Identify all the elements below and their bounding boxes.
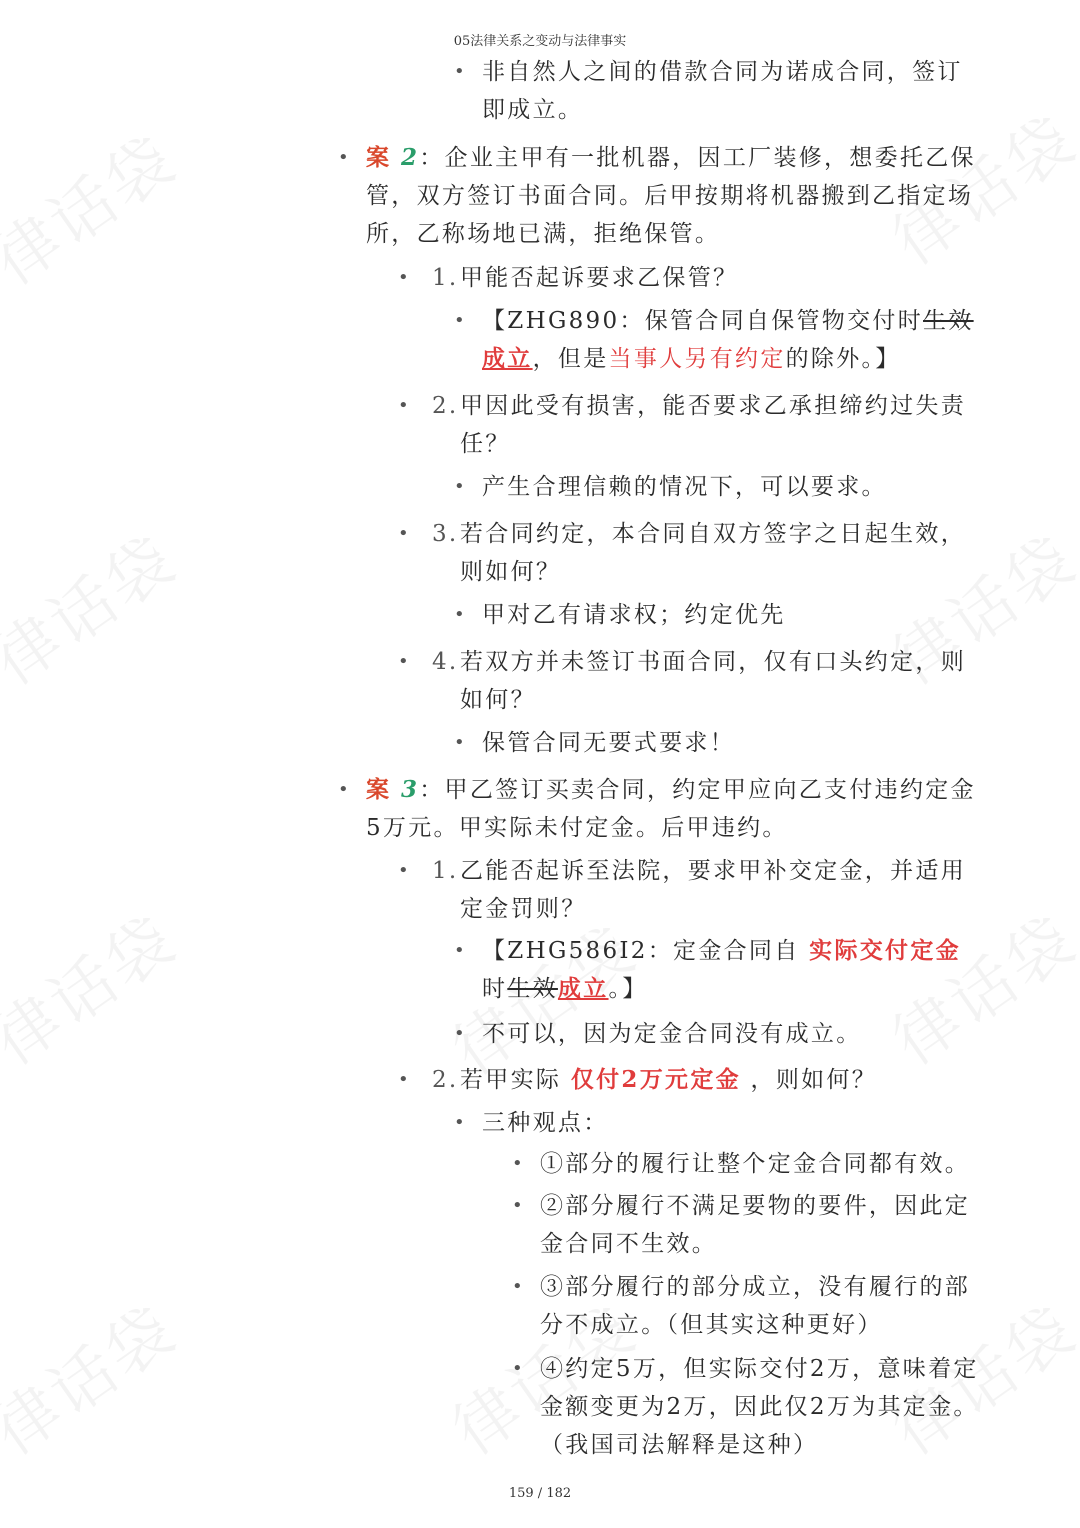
- case-label: 案: [366, 144, 392, 171]
- highlight-text: 实际交付定金: [809, 937, 961, 964]
- answer-item: [482, 1015, 977, 1053]
- watermark: [0, 510, 192, 702]
- answer-text: 产生合理信赖的情况下，可以要求。: [482, 474, 887, 500]
- question-text: 若双方并未签订书面合同，仅有口头约定，则如何？: [460, 649, 966, 713]
- question-number: • 3.: [432, 521, 459, 547]
- view-text: ④约定5万，但实际交付2万，意味着定金额变更为2万，因此仅2万为其定金。（我国司法解释是这种）: [540, 1356, 979, 1458]
- case-2-item: [366, 139, 986, 253]
- answer-item: [482, 724, 977, 762]
- correction-text: 成立: [482, 345, 533, 372]
- question-item: [432, 643, 980, 719]
- question-number: • 2.: [432, 393, 459, 419]
- list-item: [482, 53, 977, 129]
- answer-text: 三种观点：: [482, 1110, 609, 1136]
- struck-text: 生效: [507, 976, 558, 1002]
- view-text: ③部分履行的部分成立，没有履行的部分不成立。（但其实这种更好）: [540, 1274, 971, 1338]
- question-item: [432, 387, 980, 463]
- view-item: [540, 1187, 980, 1263]
- watermark: [0, 110, 192, 302]
- question-number: • 2.: [432, 1067, 459, 1093]
- answer-item: [482, 1104, 977, 1142]
- page-header: 05法律关系之变动与法律事实: [453, 34, 627, 49]
- question-number: • 1.: [432, 858, 459, 884]
- view-item: [540, 1268, 980, 1344]
- case-text: ：甲乙签订买卖合同，约定甲应向乙支付违约定金5万元。甲实际未付定金。后甲违约。: [366, 777, 976, 841]
- answer-item: [482, 468, 977, 506]
- law-citation: • 【ZHG586I2：定金合同自 实际交付定金 时生效成立。】: [482, 932, 977, 1008]
- case-label: 案: [366, 776, 392, 803]
- correction-text: 成立: [557, 975, 609, 1002]
- page-number: 159 / 182: [508, 1486, 572, 1501]
- question-item: [432, 259, 980, 297]
- case-number: 3: [400, 776, 420, 803]
- answer-text: 保管合同无要式要求！: [482, 730, 735, 756]
- case-number: 2: [400, 144, 420, 171]
- question-text: 甲因此受有损害，能否要求乙承担缔约过失责任？: [460, 393, 966, 457]
- view-item: [540, 1350, 980, 1464]
- view-text: ①部分的履行让整个定金合同都有效。: [540, 1151, 971, 1177]
- question-item: • 2. 若甲实际 仅付2万元定金 ，则如何？: [460, 1061, 980, 1099]
- answer-text: 不可以，因为定金合同没有成立。: [482, 1021, 862, 1047]
- question-text: 甲能否起诉要求乙保管？: [460, 265, 739, 291]
- question-number: • 1.: [432, 265, 459, 291]
- question-item: [432, 515, 980, 591]
- view-text: ②部分履行不满足要物的要件，因此定金合同不生效。: [540, 1193, 971, 1257]
- watermark: [0, 890, 192, 1082]
- question-text: 若合同约定，本合同自双方签字之日起生效，则如何？: [460, 521, 966, 585]
- case-text: ：企业主甲有一批机器，因工厂装修，想委托乙保管，双方签订书面合同。后甲按期将机器搬到乙指定场所，乙称场地已满，拒绝保管。: [366, 145, 976, 247]
- struck-text: 生效: [923, 308, 974, 334]
- view-item: [540, 1145, 980, 1183]
- answer-item: [482, 596, 977, 634]
- question-number: • 4.: [432, 649, 459, 675]
- list-item-text: 非自然人之间的借款合同为诺成合同，签订即成立。: [482, 59, 963, 123]
- law-citation: • 【ZHG890：保管合同自保管物交付时生效成立，但是当事人另有约定的除外。】: [482, 302, 977, 378]
- watermark: [0, 1280, 192, 1472]
- question-item: [432, 852, 980, 928]
- question-text: 乙能否起诉至法院，要求甲补交定金，并适用定金罚则？: [460, 858, 966, 922]
- answer-text: 甲对乙有请求权；约定优先: [482, 602, 786, 628]
- highlight-text: 仅付2万元定金: [570, 1066, 741, 1093]
- highlight-text: 当事人另有约定: [608, 346, 786, 372]
- case-3-item: [366, 771, 986, 847]
